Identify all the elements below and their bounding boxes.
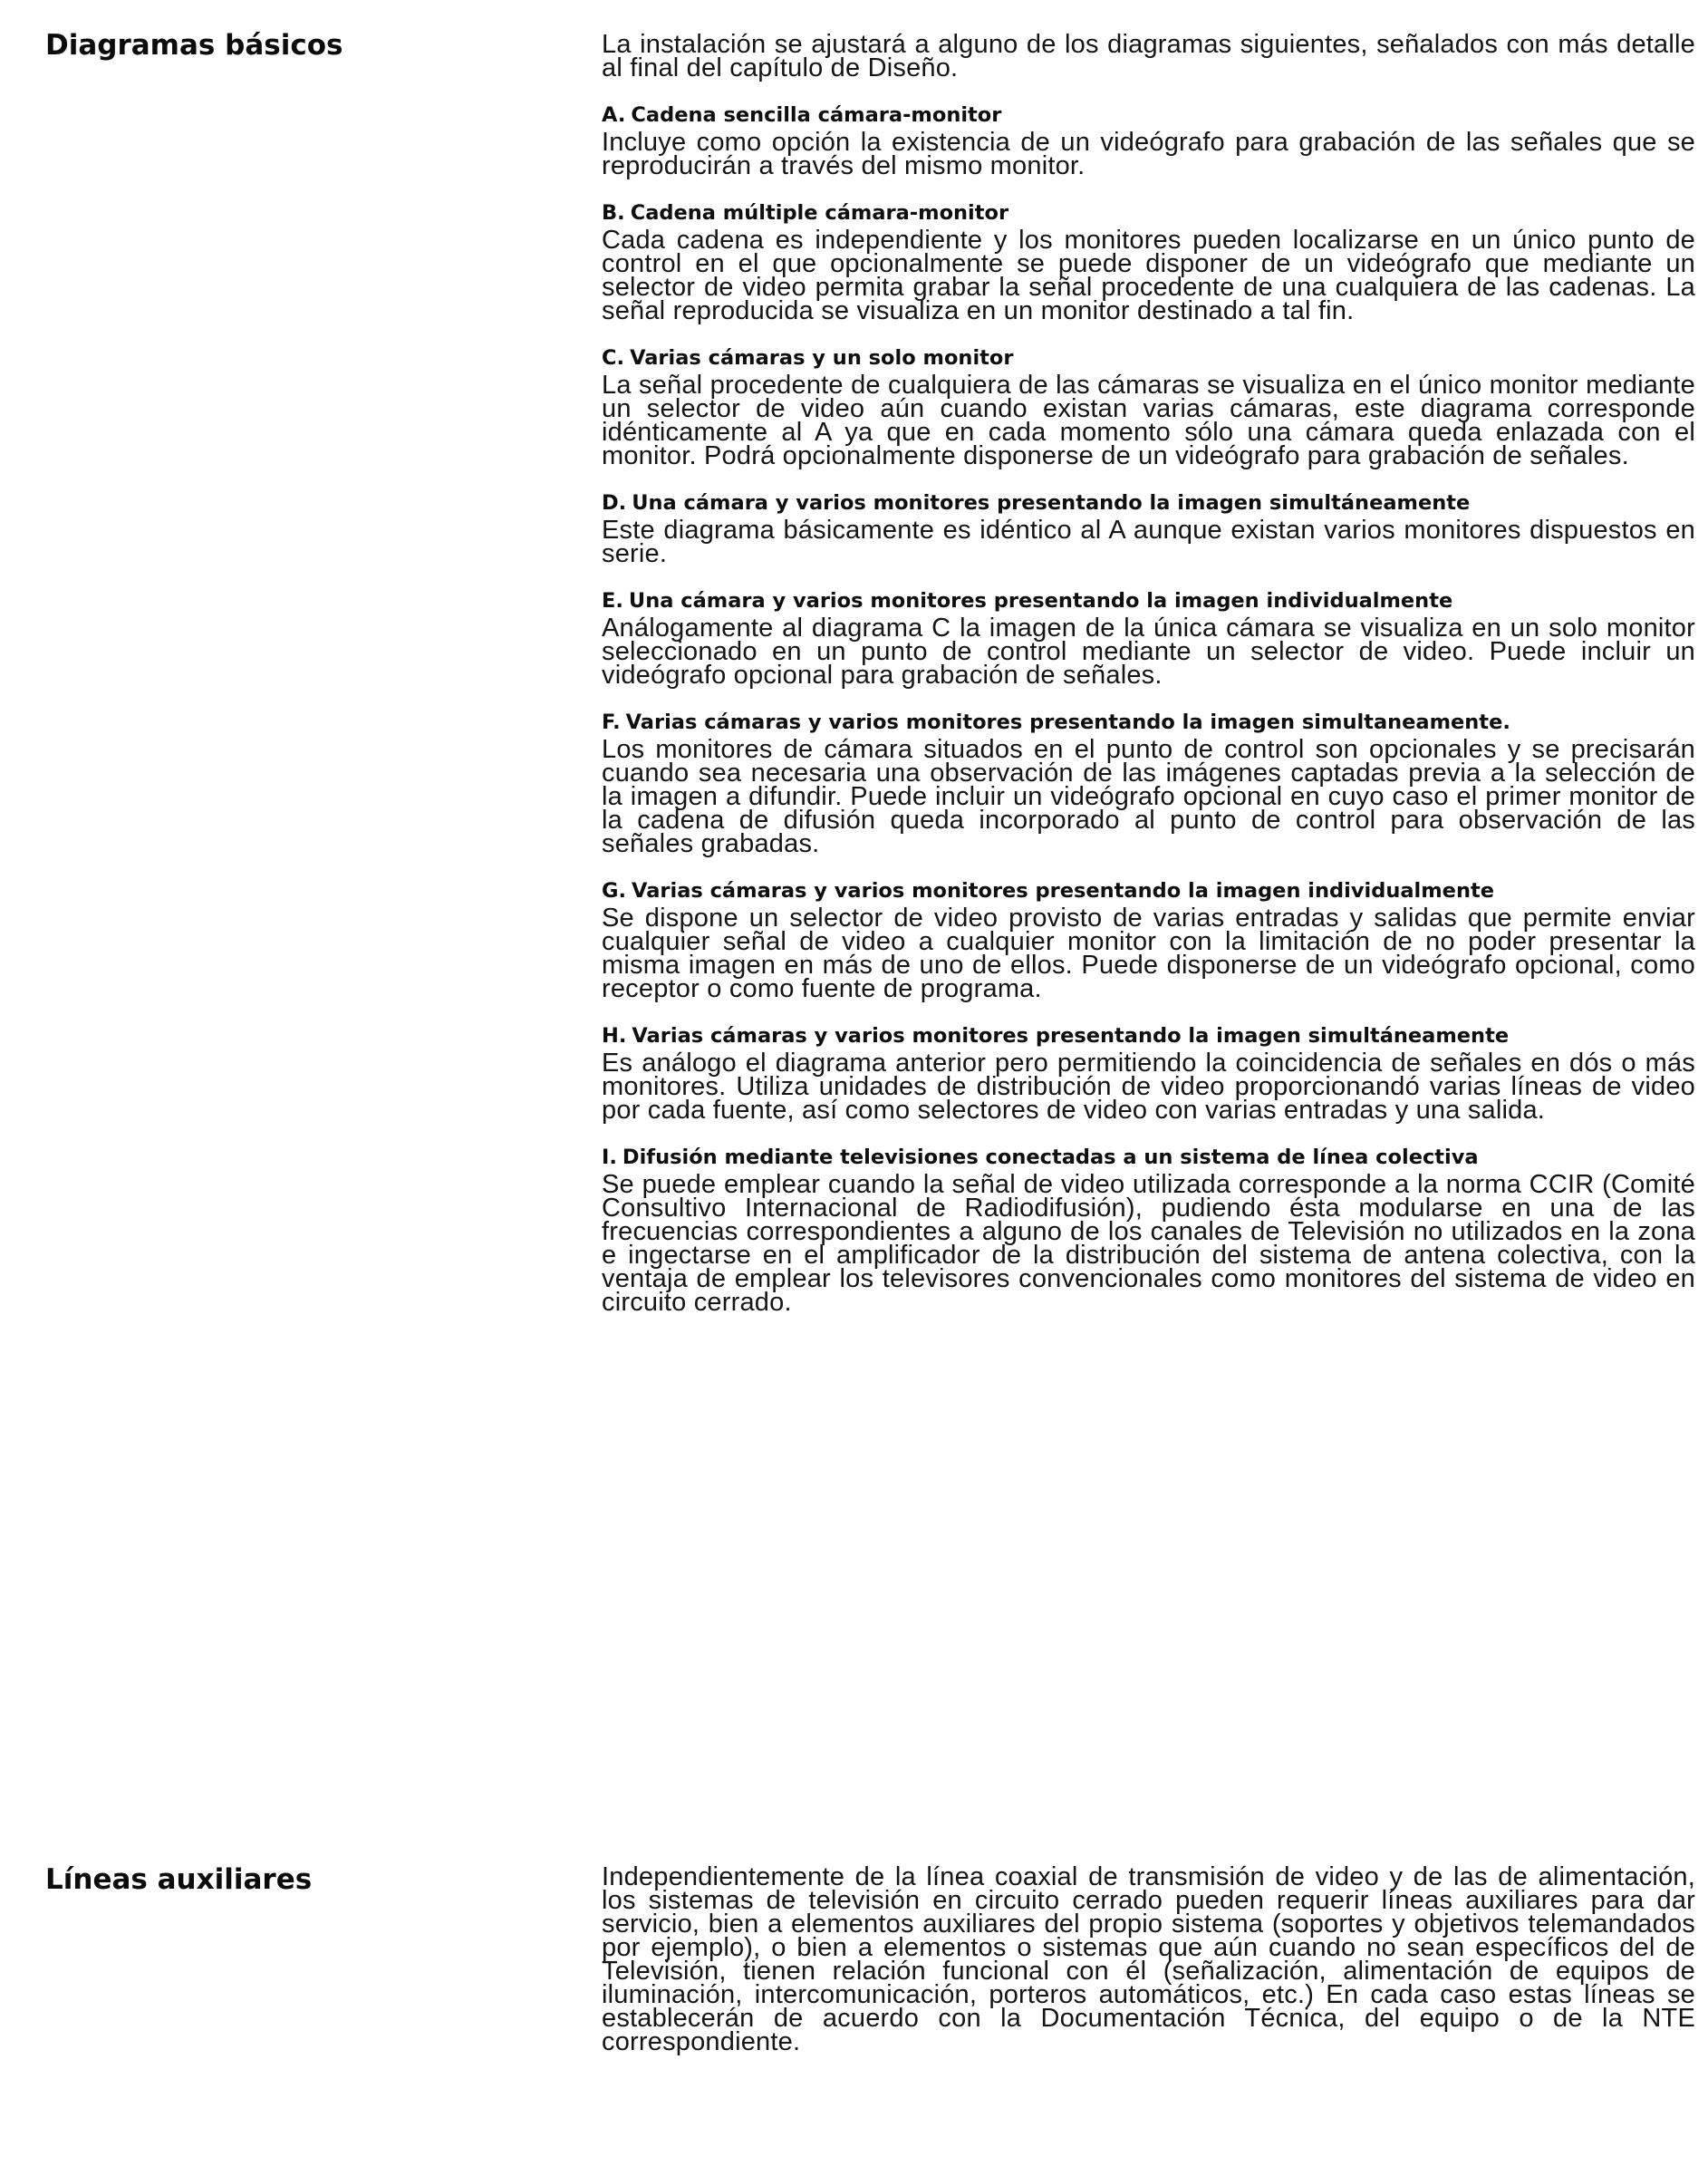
diagram-title-text: Varias cámaras y un solo monitor	[630, 346, 1014, 370]
diagram-item-e	[602, 587, 1695, 690]
diagram-letter: A.	[602, 103, 626, 127]
diagram-letter: E.	[602, 589, 623, 613]
diagram-title-g	[602, 877, 1695, 904]
diagram-title-text: Cadena múltiple cámara-monitor	[630, 201, 1009, 225]
diagram-title-h	[602, 1022, 1695, 1049]
diagram-letter: D.	[602, 491, 627, 515]
auxiliary-lines-text: Independientemente de la línea coaxial de transmisión de video y de las de alimentación, los sistemas de televisión en circuito cerrado pueden requerir líneas auxiliares para dar servicio, bien a elementos auxiliares del propio sistema (soportes y objetivos telemandados por ejemplo), o bien a elementos o sistemas que aún cuando no sean específicos del de Televisión, tienen relación funcional con él (señalización, alimentación de equipos de iluminación, intercomunicación, porteros automáticos, etc.) En cada caso estas líneas se establecerán de acuerdo con la Documentación Técnica, del equipo o de la NTE correspondiente.	[602, 1862, 1695, 2056]
diagram-item-h	[602, 1022, 1695, 1125]
diagram-title-a	[602, 102, 1695, 129]
diagram-title-i	[602, 1144, 1695, 1171]
diagram-text: Incluye como opción la existencia de un videógrafo para grabación de las señales que se reproducirán a través del mismo monitor.	[602, 128, 1695, 180]
diagram-item-a	[602, 102, 1695, 178]
diagram-text: La señal procedente de cualquiera de las cámaras se visualiza en el único monitor mediante un selector de video aún cuando existan varias cámaras, este diagrama corresponde idénticamente al A ya que en cada momento sólo una cámara queda enlazada con el monitor. Podrá opcionalmente disponerse de un videógrafo para grabación de señales.	[602, 371, 1695, 470]
diagram-item-g	[602, 877, 1695, 1001]
diagram-item-c	[602, 344, 1695, 468]
diagram-letter: I.	[602, 1146, 617, 1169]
diagram-item-i	[602, 1144, 1695, 1317]
basic-diagrams-body	[602, 30, 1695, 1317]
diagram-text: Se puede emplear cuando la señal de video utilizada corresponde a la norma CCIR (Comité Consultivo Internacional de Radiodifusión), pudiendo ésta modularse en una de las frecuencias correspondientes a alguno de los canales de Televisión no utilizados en la zona e ingectarse en el amplificador de la distribución del sistema de antena colectiva, con la ventaja de emplear los televisores convencionales como monitores del sistema de video en circuito cerrado.	[602, 1170, 1695, 1317]
diagram-text: Análogamente al diagrama C la imagen de la única cámara se visualiza en un solo monitor seleccionado en un punto de control mediante un selector de video. Puede incluir un videógrafo opcional para grabación de señales.	[602, 614, 1695, 690]
diagram-letter: F.	[602, 711, 621, 734]
section-heading-auxiliary-lines: Líneas auxiliares	[45, 1863, 313, 1896]
diagram-title-f	[602, 709, 1695, 736]
diagram-item-b	[602, 199, 1695, 323]
diagram-text: Los monitores de cámara situados en el punto de control son opcionales y se precisarán cuando sea necesaria una observación de las imágenes captadas previa a la selección de la imagen a difundir. Puede incluir un videógrafo opcional en cuyo caso el primer monitor de la cadena de difusión queda incorporado al punto de control para observación de las señales grabadas.	[602, 735, 1695, 858]
diagram-text: Se dispone un selector de video provisto de varias entradas y salidas que permite enviar cualquier señal de video a cualquier monitor con la limitación de no poder presentar la misma imagen en más de uno de ellos. Puede disponerse de un videógrafo opcional, como receptor o como fuente de programa.	[602, 904, 1695, 1003]
diagram-title-text: Una cámara y varios monitores presentando la imagen individualmente	[628, 589, 1453, 613]
diagram-title-text: Varias cámaras y varios monitores presentando la imagen simultaneamente.	[625, 711, 1510, 734]
diagram-item-d	[602, 489, 1695, 566]
diagram-title-text: Varias cámaras y varios monitores presentando la imagen simultáneamente	[632, 1024, 1510, 1048]
auxiliary-lines-body	[602, 1862, 1695, 2056]
diagram-title-b	[602, 199, 1695, 227]
diagram-title-c	[602, 344, 1695, 372]
diagram-text: Este diagrama básicamente es idéntico al A aunque existan varios monitores dispuestos en serie.	[602, 516, 1695, 568]
diagram-text: Es análogo el diagrama anterior pero permitiendo la coincidencia de señales en dós o más monitores. Utiliza unidades de distribución de video proporcionandó varias líneas de video por cada fuente, así como selectores de video con varias entradas y una salida.	[602, 1049, 1695, 1125]
diagram-item-f	[602, 709, 1695, 856]
diagram-title-text: Difusión mediante televisiones conectadas a un sistema de línea colectiva	[622, 1146, 1479, 1169]
section-heading-basic-diagrams: Diagramas básicos	[45, 29, 343, 62]
diagram-text: Cada cadena es independiente y los monitores pueden localizarse en un único punto de control en el que opcionalmente se puede disponer de un videógrafo que mediante un selector de video permita grabar la señal procedente de una cualquiera de las cadenas. La señal reproducida se visualiza en un monitor destinado a tal fin.	[602, 226, 1695, 325]
diagram-letter: C.	[602, 346, 625, 370]
diagram-title-text: Cadena sencilla cámara-monitor	[631, 103, 1002, 127]
diagram-title-d	[602, 489, 1695, 517]
diagram-title-e	[602, 587, 1695, 614]
basic-diagrams-intro: La instalación se ajustará a alguno de los diagramas siguientes, señalados con más detalle al final del capítulo de Diseño.	[602, 30, 1695, 82]
diagram-letter: H.	[602, 1024, 627, 1048]
diagram-title-text: Varias cámaras y varios monitores presentando la imagen individualmente	[632, 879, 1494, 903]
diagram-letter: G.	[602, 879, 627, 903]
diagram-letter: B.	[602, 201, 625, 225]
diagram-title-text: Una cámara y varios monitores presentando la imagen simultáneamente	[632, 491, 1471, 515]
